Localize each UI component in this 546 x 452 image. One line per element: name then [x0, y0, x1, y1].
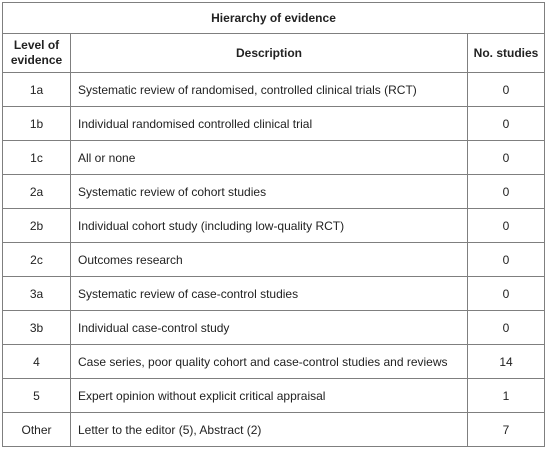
table-row: [3, 345, 545, 379]
studies-cell: 1: [468, 379, 545, 413]
level-cell: 3b: [3, 311, 71, 345]
table-row: [3, 413, 545, 447]
level-cell: 1b: [3, 107, 71, 141]
description-cell: Systematic review of cohort studies: [71, 175, 468, 209]
table-row: [3, 243, 545, 277]
studies-cell: 7: [468, 413, 545, 447]
level-cell: 5: [3, 379, 71, 413]
table-row: [3, 175, 545, 209]
level-cell: 4: [3, 345, 71, 379]
studies-cell: 0: [468, 141, 545, 175]
table-title: Hierarchy of evidence: [3, 3, 545, 34]
header-description: Description: [71, 34, 468, 73]
level-cell: 1a: [3, 73, 71, 107]
level-cell: 1c: [3, 141, 71, 175]
level-cell: Other: [3, 413, 71, 447]
studies-cell: 0: [468, 73, 545, 107]
description-cell: All or none: [71, 141, 468, 175]
studies-cell: 0: [468, 107, 545, 141]
studies-cell: 0: [468, 209, 545, 243]
level-cell: 2b: [3, 209, 71, 243]
table-row: [3, 107, 545, 141]
table-row: [3, 277, 545, 311]
description-cell: Case series, poor quality cohort and case-control studies and reviews: [71, 345, 468, 379]
description-cell: Individual case-control study: [71, 311, 468, 345]
table-row: [3, 209, 545, 243]
table-header-row: [3, 34, 545, 73]
table-row: [3, 311, 545, 345]
description-cell: Individual randomised controlled clinical trial: [71, 107, 468, 141]
description-cell: Outcomes research: [71, 243, 468, 277]
table-row: [3, 141, 545, 175]
level-cell: 3a: [3, 277, 71, 311]
studies-cell: 0: [468, 311, 545, 345]
header-level: Level of evidence: [3, 34, 71, 73]
table-title-row: [3, 3, 545, 34]
studies-cell: 0: [468, 175, 545, 209]
level-cell: 2c: [3, 243, 71, 277]
header-studies: No. studies: [468, 34, 545, 73]
table-row: [3, 379, 545, 413]
description-cell: Expert opinion without explicit critical appraisal: [71, 379, 468, 413]
level-cell: 2a: [3, 175, 71, 209]
table-row: [3, 73, 545, 107]
description-cell: Systematic review of randomised, controlled clinical trials (RCT): [71, 73, 468, 107]
description-cell: Individual cohort study (including low-quality RCT): [71, 209, 468, 243]
description-cell: Letter to the editor (5), Abstract (2): [71, 413, 468, 447]
studies-cell: 14: [468, 345, 545, 379]
studies-cell: 0: [468, 277, 545, 311]
description-cell: Systematic review of case-control studies: [71, 277, 468, 311]
studies-cell: 0: [468, 243, 545, 277]
evidence-table: [2, 2, 545, 447]
